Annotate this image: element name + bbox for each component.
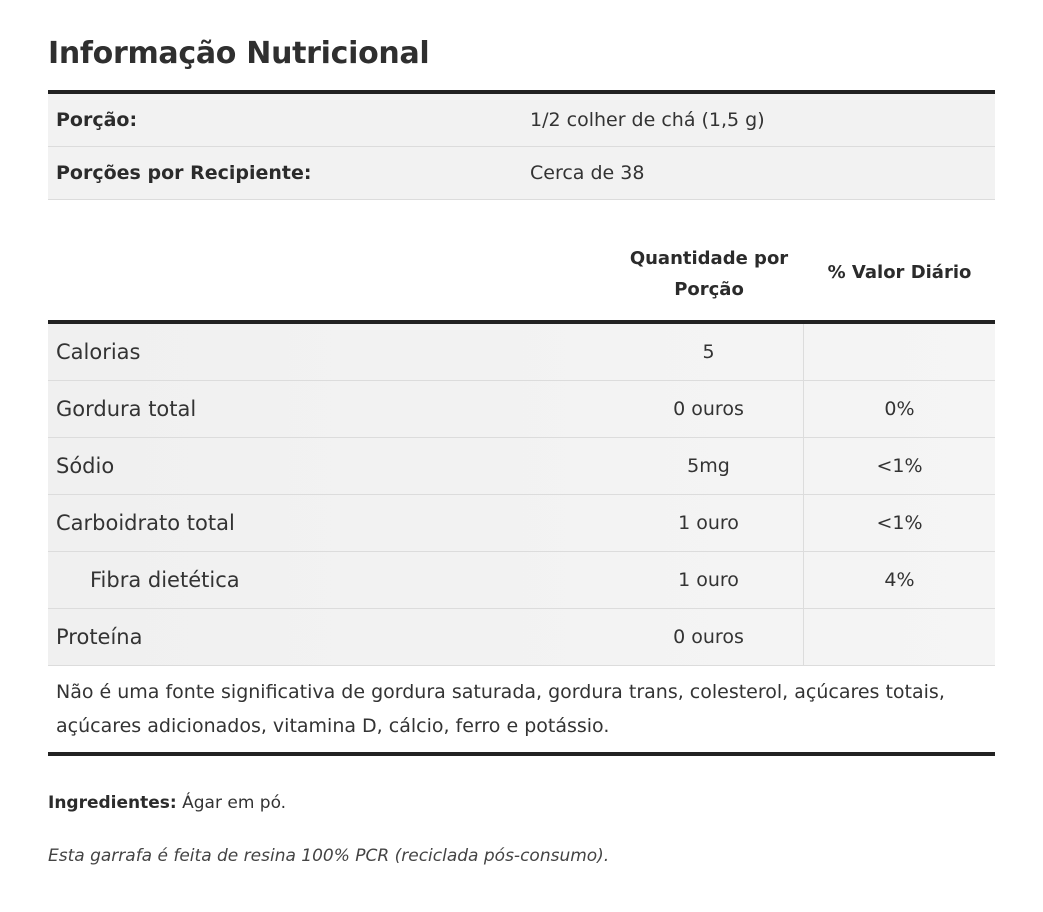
nutrient-daily-value: <1% (876, 512, 923, 534)
table-row (48, 324, 995, 381)
nutrient-amount: 0 ouros (614, 381, 804, 437)
table-row (48, 552, 995, 609)
table-row (48, 381, 995, 438)
page-title: Informação Nutricional (48, 36, 430, 71)
nutrient-name: Proteína (56, 625, 143, 649)
daily-value-header: % Valor Diário (827, 262, 972, 283)
nutrient-name: Fibra dietética (90, 568, 240, 592)
serving-size-row (48, 94, 995, 147)
nutrient-name: Calorias (56, 340, 141, 364)
nutrient-amount: 5mg (614, 438, 804, 494)
ingredients-value: Ágar em pó. (182, 793, 287, 813)
footnote: Não é uma fonte significativa de gordura saturada, gordura trans, colesterol, açúcares totais, açúcares adicionados, vitamina D, cálcio, ferro e potássio. (56, 681, 945, 737)
servings-per-container-label: Porções por Recipiente: (56, 162, 312, 184)
nutrient-daily-value: <1% (876, 455, 923, 477)
amount-per-serving-header: Quantidade por Porção (629, 248, 789, 300)
serving-size-label: Porção: (56, 109, 138, 131)
nutrient-name: Sódio (56, 454, 115, 478)
divider (48, 752, 995, 756)
ingredients-label: Ingredientes: (48, 793, 177, 813)
nutrient-daily-value (804, 324, 995, 380)
nutrient-amount: 1 ouro (614, 552, 804, 608)
nutrient-name: Gordura total (56, 397, 197, 421)
nutrient-name: Carboidrato total (56, 511, 235, 535)
servings-per-container-value: Cerca de 38 (530, 162, 645, 184)
servings-per-container-row (48, 147, 995, 200)
packaging-note: Esta garrafa é feita de resina 100% PCR (reciclada pós-consumo). (48, 846, 610, 866)
nutrient-amount: 0 ouros (614, 609, 804, 665)
serving-info (48, 90, 995, 200)
nutrient-daily-value (804, 609, 995, 665)
nutrient-amount: 1 ouro (614, 495, 804, 551)
serving-size-value: 1/2 colher de chá (1,5 g) (530, 109, 765, 131)
ingredients (48, 793, 286, 813)
nutrient-daily-value: 0% (884, 398, 915, 420)
table-row (48, 495, 995, 552)
nutrient-daily-value: 4% (884, 569, 915, 591)
nutrition-table-header (48, 243, 995, 321)
nutrient-amount: 5 (614, 324, 804, 380)
table-row (48, 438, 995, 495)
nutrition-table (48, 320, 995, 666)
table-row (48, 609, 995, 666)
